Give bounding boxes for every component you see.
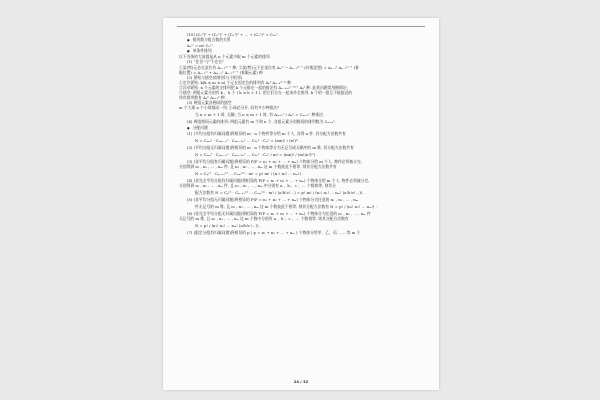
text-line: (4) (非完全平均分组有归属问题)将相异的 P(P = n₁ + n₂ + … + nₘ) 个物体分给 m 个人, 物件必须被分完, [187,177,370,183]
section-heading: ● 单条件排列 [179,48,423,54]
text-line: ③插空: 两组元素分别有 k 、h 个 ( k ≤ h + 1 ), 把它们合在一起来作全排列, k 个的一组互不能挺近的 [179,90,353,96]
text-line: (5) (非平均分组无归属问题)将相异的 P(P = n₁ + n₂ + … + nₘ) 个物体分为任意的 n₁ , n₂ , … , nₘ [187,197,359,203]
text-line: ①定位紧贴: k(k ≤ m ≤ n) 个元在固定位的排列有 Aₖᵏ Aₙ₋ₖᵐ⁻ᵏ 种. [179,79,293,85]
text-line: (3) (非平均分组有归属问题)将相异的 P(P = n₁ + n₂ + … + nₘ) 个物体分给 m 个人, 物件必须被分完, [187,158,362,164]
formula-line: N = Cₘₙⁿ · Cₘₙ₋ₙⁿ · Cₘₙ₋₂ₙⁿ … C₂ₙⁿ · Cₙⁿ = (mn)! / (n!)ᵐ . [195,137,301,143]
header-rule [177,26,425,27]
formula-line: N = Cₚⁿ¹ · Cₚ₋ₙ₁ⁿ² … Cₙₘⁿᵐ · m! = p! m! / (n₁! n₂! … nₘ!) . [195,170,304,176]
text-line: Aₙᵐ = m!·Cₙᵐ . [187,43,215,49]
formula-line: 配方法数有 N = Cₚⁿ¹ · Cₚ₋ₙ₁ⁿ² … Cₙₘⁿᵐ · m! / (a!b!c!…) = p! m! / (n₁! n₂! … nₘ! (a!b!c!…)) . [195,190,365,196]
text-line: 眼位置) = Aₙ₋₁ᵐ + Aₘ₋₁¹ Aₙ₋₁ᵐ⁻¹ (着眼元素) 种. [179,69,264,75]
text-line: (6) (非完全平均分组无归属问题)将相异的 P(P = n₁ + n₂ + … + nₘ) 个物体分为任意的 n₁ , n₂ , … , nₘ 件 [187,211,371,217]
text-line: 分别得到 n₁ , n₂ , … , nₘ 件, 且 n₁ , n₂ , … , nₘ 中分别有 a 、b 、c 、… 个数相等, 则其分 [179,183,336,189]
text-line: (1) (平均分组有归属问题)将相异的 m · n 个物件等分给 m 个人, 各得 n 件, 其分配方法数共有 [187,130,346,136]
text-line: (2) (平均分组无归属问题)将相异的 m · n 个物体等分为无记号或无顺序的 m 堆, 其分配方法数共有 [187,144,354,150]
document-page [163,18,439,390]
page-content [179,32,423,236]
formula-line: N = Cₘₙⁿ · Cₘₙ₋ₙⁿ · Cₘₙ₋₂ₙⁿ … C₂ₙⁿ · Cₙⁿ / m! = (mn)! / (m!(n!)ᵐ) . [195,151,318,157]
text-line: 所有排列数有 Aₕʰ Aₕ₊₁ᵏ 种. [179,95,226,101]
text-line: (3) 两组元素各相同的插空 [187,100,232,106]
text-line: 无记号的 m 堆, 且 n₁ , n₂ , … , nₘ 这 m 个数中分别有 a 、b 、c 、… 个数相等, 则其分配方法数有 [179,216,349,222]
formula-line: 件无记号的 m 堆, 且 n₁ , n₂ , … , nₘ 这 m 个数彼此不相等, 则其分配方法数有 N = p! / (n₁! n₂! … nₘ!) . [195,204,377,210]
text-line: (10) (Cₙ⁰)² + (Cₙ¹)² + (Cₙ²)² + … + (Cₙⁿ)² = C₂ₙⁿ. [187,32,280,37]
formula-line: 当 n > m + 1 时, 无解; 当 n ≤ m + 1 时, 有 Aₘ₊₁ⁿ / Aₙⁿ = Cₘ₊₁ⁿ 种排法. [195,112,324,118]
text-line: m 个大球 n 个小球排成一列, 小球必分开, 问有多少种排法? [179,105,280,111]
text-line: ①某(特)元必在某位有 Aₙ₋₁ᵐ⁻¹ 种; ②某(特)元不在某位有 Aₙᵐ − Aₙ₋₁ᵐ⁻¹ (补集思想) = Aₙ₋₁¹ Aₙ₋₁ᵐ⁻¹ (着 [179,64,359,70]
text-line: 以下各条的大前提是从 n 个元素中取 m 个元素的排列. [179,54,271,60]
text-line: ②浮动紧贴: n 个元素的全排列把 k 个元排在一起的排法有 Aₙ₋ₖ₊₁ⁿ⁻ᵏ⁺¹ Aₖᵏ 种. 此类问题常用捆绑法; [179,84,348,90]
page-number: 24 / 32 [293,379,309,384]
text-line: (2) 紧贴与插空(即相邻与不相邻) [187,74,243,80]
text-line: (7) (限定分组有归属问题)将相异的 p ( p = n₁ + n₂ + … + nₘ ) 个物体分给甲、乙、丙, ……等 m 个 [187,230,361,236]
text-line: (4) 两组相同元素的排列: 两组元素有 m 个和 n 个, 各组元素分别相同的排列数为 Cₘ₊ₙⁿ. [187,119,337,125]
section-heading: ● 排列数与组合数的关系 [179,37,423,43]
text-line: 分别得到 n₁ , n₂ , … , nₘ 件, 且 n₁ , n₂ , … , nₘ 这 m 个数彼此不相等, 则其分配方法数共有 [179,163,337,169]
formula-line: N = p! / (n₁! n₂! … nₘ! (a!b!c!…)) . [195,223,262,229]
text-line: (1) “在位”与“不在位” [187,59,225,65]
section-heading: ● 分配问题 [179,125,423,131]
